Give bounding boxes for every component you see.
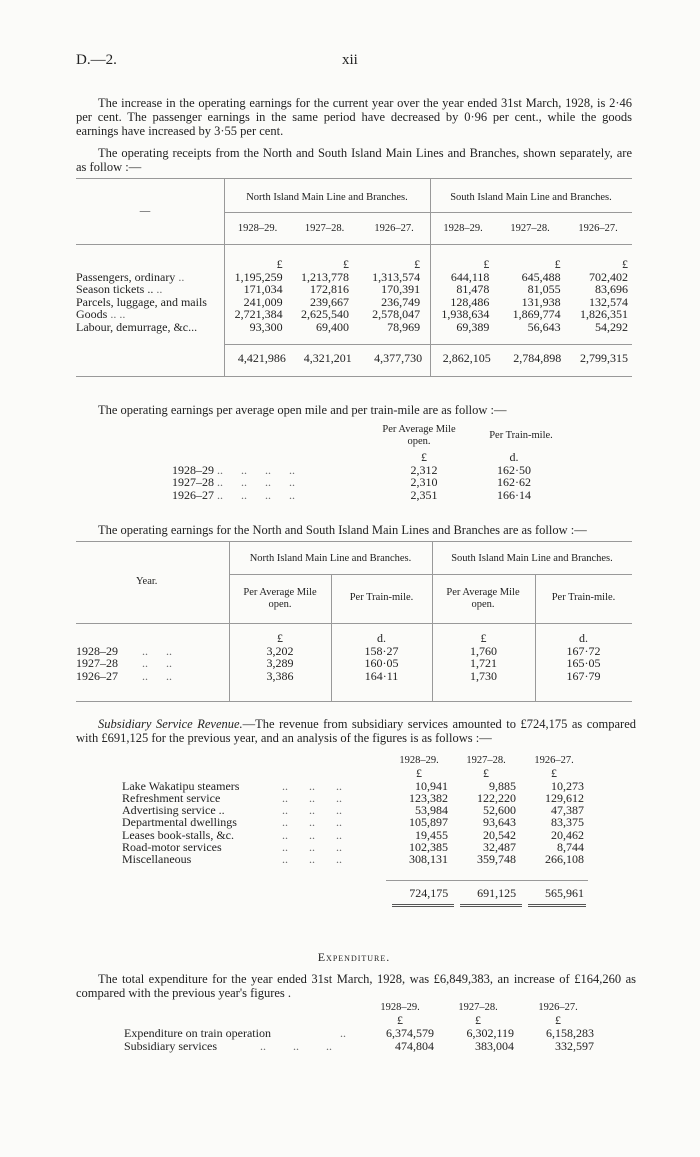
table3-sub-train-mile: Per Train-mile. — [551, 592, 616, 603]
currency-symbol: £ — [483, 257, 490, 271]
table1-year: 1927–28. — [304, 223, 345, 234]
table-cell: 1,938,634 — [441, 307, 490, 321]
year-header: 1926–27. — [534, 755, 574, 766]
table1-year: 1928–29. — [237, 223, 278, 234]
row-label: Parcels, luggage, and mails — [76, 294, 207, 309]
table-cell: 1,760 — [470, 643, 497, 658]
leader-dots: .. .. .. .. — [217, 462, 295, 477]
table-cell: 129,612 — [545, 790, 584, 805]
table-cell: 20,462 — [551, 827, 584, 842]
table3-sub-avg-mile: Per Average Mile open. — [243, 587, 317, 610]
subsidiary-paragraph — [76, 717, 636, 745]
currency-symbol: £ — [276, 257, 283, 271]
table-cell: 162·50 — [497, 462, 531, 477]
leader-dots: .. .. .. .. — [217, 487, 295, 502]
row-label: Miscellaneous — [122, 852, 192, 867]
table3-group-south: South Island Main Line and Branches. — [451, 553, 613, 564]
total-cell: 2,784,898 — [513, 351, 562, 365]
table-cell: 2,312 — [410, 462, 438, 477]
table-cell: 167·79 — [566, 668, 601, 683]
table-cell: 308,131 — [409, 852, 448, 867]
expenditure-table — [124, 1001, 598, 1053]
table-cell: 644,118 — [450, 269, 490, 284]
row-label: Goods — [76, 307, 108, 321]
row-label: Leases book-stalls, &c. — [122, 827, 234, 842]
row-year: 1928–29 — [76, 643, 118, 658]
table-cell: 172,816 — [309, 282, 349, 296]
total-cell: 2,862,105 — [442, 351, 491, 365]
currency-symbol: £ — [416, 766, 422, 781]
row-year: 1926–27 — [76, 668, 118, 683]
leader-dots: .. — [340, 1026, 346, 1040]
table-cell: 2,578,047 — [372, 307, 421, 321]
table3-year-header: Year. — [136, 576, 158, 587]
col-header-train-mile: Per Train-mile. — [489, 430, 553, 441]
table-row — [76, 670, 632, 683]
leader-dots: .. .. .. — [282, 840, 342, 855]
table-cell: 3,289 — [266, 656, 294, 670]
table-row-total — [386, 886, 588, 901]
table1-group-north: North Island Main Line and Branches. — [246, 192, 408, 203]
table-cell: 83,375 — [551, 815, 584, 830]
leader-dots: .. .. — [121, 656, 172, 670]
table-cell: 383,004 — [475, 1039, 514, 1053]
table-cell: 69,400 — [315, 319, 349, 334]
table-cell: 165·05 — [566, 656, 601, 670]
table-cell: 8,744 — [557, 840, 584, 855]
table-cell: 171,034 — [243, 282, 283, 296]
table-cell: 359,748 — [477, 852, 516, 867]
table-cell: 32,487 — [483, 840, 516, 855]
table-cell: 47,387 — [551, 803, 584, 818]
table1-group-south: South Island Main Line and Branches. — [450, 192, 612, 203]
subsidiary-text: —The revenue from subsidiary services amounted to £724,175 as compared with £691,125 for the previous year, and an analysis of the figures is as follows :— — [76, 717, 636, 745]
table-row — [122, 841, 588, 853]
leader-dots: .. — [156, 282, 163, 296]
subsidiary-totals — [386, 886, 588, 901]
leader-dots: .. .. .. .. — [217, 475, 295, 489]
table-cell: 1,730 — [470, 668, 497, 683]
table-cell: 19,455 — [415, 827, 448, 842]
leader-dots: .. .. .. — [260, 1039, 332, 1053]
row-label: Expenditure on train operation — [124, 1026, 271, 1040]
table-cell: 2,310 — [410, 475, 438, 489]
leader-dots: .. .. .. — [282, 827, 342, 842]
table-cell: 93,643 — [483, 815, 516, 830]
table-cell: 239,667 — [309, 294, 349, 309]
table1-totals — [224, 351, 632, 366]
page-number: xii — [342, 52, 358, 68]
table-cell: 10,273 — [551, 778, 584, 793]
table-cell: 158·27 — [364, 643, 399, 658]
currency-symbol: £ — [475, 1013, 481, 1027]
table3-group-rule — [229, 574, 632, 575]
subsidiary-title: Subsidiary Service Revenue. — [98, 717, 243, 731]
unit-pound: £ — [480, 631, 487, 645]
row-label: Passengers, ordinary — [76, 269, 176, 284]
table-cell: 78,969 — [387, 319, 421, 334]
year-header: 1927–28. — [458, 1002, 498, 1013]
table1-end-rule — [76, 376, 632, 377]
table-cell: 1,869,774 — [512, 307, 561, 321]
total-cell: 2,799,315 — [580, 351, 628, 365]
table1-stub-header: — — [139, 206, 151, 217]
table-cell: 1,721 — [470, 656, 497, 670]
table1-bottom-rule — [76, 244, 632, 245]
table3-sub-avg-mile: Per Average Mile open. — [446, 587, 520, 610]
row-year: 1928–29 — [172, 462, 214, 477]
intro-paragraph-2: The operating receipts from the North and South Island Main Lines and Branches, shown separately, are as follow :— — [76, 146, 632, 174]
table-cell: 645,488 — [521, 269, 561, 284]
leader-dots: .. .. .. — [282, 852, 342, 867]
table1-year: 1927–28. — [510, 223, 550, 234]
currency-symbol: £ — [342, 257, 349, 271]
table-cell: 93,300 — [249, 319, 283, 334]
currency-symbol: £ — [555, 1013, 561, 1027]
subsidiary-table — [122, 755, 588, 866]
currency-symbol: £ — [551, 766, 557, 781]
table-cell: 9,885 — [489, 778, 516, 793]
subsidiary-double-rule — [392, 904, 454, 907]
table1-year: 1926–27. — [578, 223, 618, 234]
leader-dots: .. .. .. — [282, 790, 342, 805]
table-cell: 1,213,778 — [300, 269, 349, 284]
row-label: Departmental dwellings — [122, 815, 237, 830]
table-row — [124, 1040, 598, 1053]
total-cell: 4,377,730 — [374, 351, 423, 365]
currency-symbol: £ — [622, 257, 628, 271]
currency-symbol: £ — [554, 257, 561, 271]
table-cell: 236,749 — [381, 294, 421, 309]
table1-year: 1928–29. — [443, 223, 483, 234]
total-cell: 4,421,986 — [237, 351, 286, 365]
table-cell: 1,195,259 — [234, 269, 283, 284]
table-cell: 102,385 — [409, 840, 448, 855]
row-year: 1927–28 — [172, 475, 214, 489]
table3-body — [76, 632, 632, 682]
year-header: 1928–29. — [399, 755, 439, 766]
unit-pound: £ — [277, 631, 283, 645]
row-label: Subsidiary services — [124, 1039, 217, 1053]
row-year: 1927–28 — [76, 656, 118, 670]
table-cell: 6,374,579 — [386, 1026, 434, 1040]
row-label: Road-motor services — [122, 840, 222, 855]
intro-paragraph-1: The increase in the operating earnings for the current year over the year ended 31st March, 1928, is 2·46 per cent. The passenger earnings in the same period have decreased by 0·96 per cent., while the goods earnings have increased by 3·55 per cent. — [76, 96, 632, 138]
total-cell: 565,961 — [545, 886, 584, 900]
leader-dots: .. .. .. — [282, 803, 342, 818]
table3-header-rule — [76, 623, 632, 624]
expenditure-paragraph: The total expenditure for the year ended 31st March, 1928, was £6,849,383, an increase of £164,260 as compared with the previous year's figures . — [76, 972, 636, 1000]
table3-bottom-rule — [76, 701, 632, 702]
table-row-total — [224, 351, 632, 366]
row-label: Advertising service .. — [122, 803, 225, 818]
row-label: Season tickets .. — [76, 282, 154, 296]
table-cell: 81,478 — [456, 282, 490, 296]
table1-group-rule — [224, 212, 632, 213]
table-cell: 53,984 — [415, 803, 448, 818]
currency-symbol: £ — [397, 1013, 403, 1027]
row-label: Lake Wakatipu steamers — [122, 778, 240, 793]
table-cell: 162·62 — [497, 475, 531, 489]
total-cell: 4,321,201 — [303, 351, 352, 365]
row-label: Labour, demurrage, &c... — [76, 319, 198, 334]
table-cell: 474,804 — [395, 1039, 434, 1053]
table3-top-rule — [76, 541, 632, 542]
col-header-average-mile: Per Average Mile open. — [382, 424, 456, 447]
table-cell: 164·11 — [364, 668, 399, 683]
table3-group-north: North Island Main Line and Branches. — [249, 553, 412, 564]
table-row — [172, 489, 566, 502]
table-cell: 2,351 — [410, 487, 438, 502]
table-cell: 702,402 — [589, 269, 628, 284]
table-cell: 20,542 — [483, 827, 516, 842]
table-cell: 167·72 — [566, 643, 601, 658]
table-row — [122, 816, 588, 828]
table3-intro: The operating earnings for the North and South Island Main Lines and Branches are as follow :— — [98, 523, 587, 537]
total-cell: 691,125 — [477, 886, 517, 900]
table-cell: 56,643 — [527, 319, 561, 334]
table-cell: 3,386 — [266, 668, 294, 683]
table-cell: 2,625,540 — [300, 307, 349, 321]
table-cell: 52,600 — [483, 803, 516, 818]
earnings-mile-table — [172, 451, 566, 501]
table-cell: 69,389 — [456, 319, 490, 334]
table-cell: 3,202 — [266, 643, 294, 658]
currency-symbol: £ — [483, 766, 489, 781]
leader-dots: .. .. — [121, 668, 172, 683]
subsidiary-double-rule — [528, 904, 586, 907]
unit-pence: d. — [377, 631, 386, 645]
table-cell: 1,826,351 — [580, 307, 628, 321]
table-cell: 6,302,119 — [466, 1026, 514, 1040]
page-code: D.—2. — [76, 52, 117, 68]
table1-top-rule — [76, 178, 632, 179]
leader-dots: .. .. — [110, 307, 126, 321]
row-label: Refreshment service — [122, 790, 221, 805]
leader-dots: .. .. — [121, 643, 172, 658]
table-cell: 160·05 — [364, 656, 399, 670]
table-row — [76, 321, 632, 334]
unit-pence: d. — [579, 631, 588, 645]
unit-pence: d. — [509, 450, 519, 464]
unit-pound: £ — [421, 450, 427, 464]
table-cell: 166·14 — [497, 487, 531, 502]
table-row — [122, 853, 588, 865]
table-cell: 54,292 — [595, 319, 628, 334]
table-cell: 105,897 — [409, 815, 448, 830]
subsidiary-double-rule — [460, 904, 522, 907]
table3-sub-train-mile: Per Train-mile. — [349, 592, 414, 603]
table-cell: 132,574 — [589, 294, 628, 309]
currency-symbol: £ — [414, 257, 421, 271]
subsidiary-total-rule — [386, 880, 588, 881]
table1-year-header — [224, 223, 632, 234]
table-cell: 81,055 — [527, 282, 561, 296]
table-cell: 83,696 — [595, 282, 628, 296]
expenditure-heading: Expenditure. — [317, 950, 391, 964]
table1-year: 1926–27. — [374, 223, 414, 234]
leader-dots: .. .. .. — [282, 778, 342, 793]
table-cell: 10,941 — [415, 778, 448, 793]
year-header: 1927–28. — [466, 755, 506, 766]
table-cell: 6,158,283 — [546, 1026, 594, 1040]
table-cell: 2,721,384 — [234, 307, 283, 321]
earnings-mile-intro: The operating earnings per average open mile and per train-mile are as follow :— — [98, 403, 507, 417]
table-cell: 128,486 — [450, 294, 490, 309]
table1-body — [76, 258, 632, 333]
table-cell: 332,597 — [555, 1039, 594, 1053]
table-cell: 1,313,574 — [372, 269, 421, 284]
table-cell: 131,938 — [521, 294, 561, 309]
leader-dots: .. — [178, 269, 185, 284]
row-year: 1926–27 — [172, 487, 214, 502]
year-header: 1926–27. — [538, 1002, 578, 1013]
table-cell: 266,108 — [545, 852, 584, 867]
table-cell: 122,220 — [477, 790, 516, 805]
table-cell: 123,382 — [409, 790, 448, 805]
year-header: 1928–29. — [380, 1002, 420, 1013]
table1-total-rule — [224, 344, 632, 345]
total-cell: 724,175 — [409, 886, 449, 900]
leader-dots: .. .. .. — [282, 815, 342, 830]
table-cell: 241,009 — [243, 294, 283, 309]
table-cell: 170,391 — [381, 282, 421, 296]
